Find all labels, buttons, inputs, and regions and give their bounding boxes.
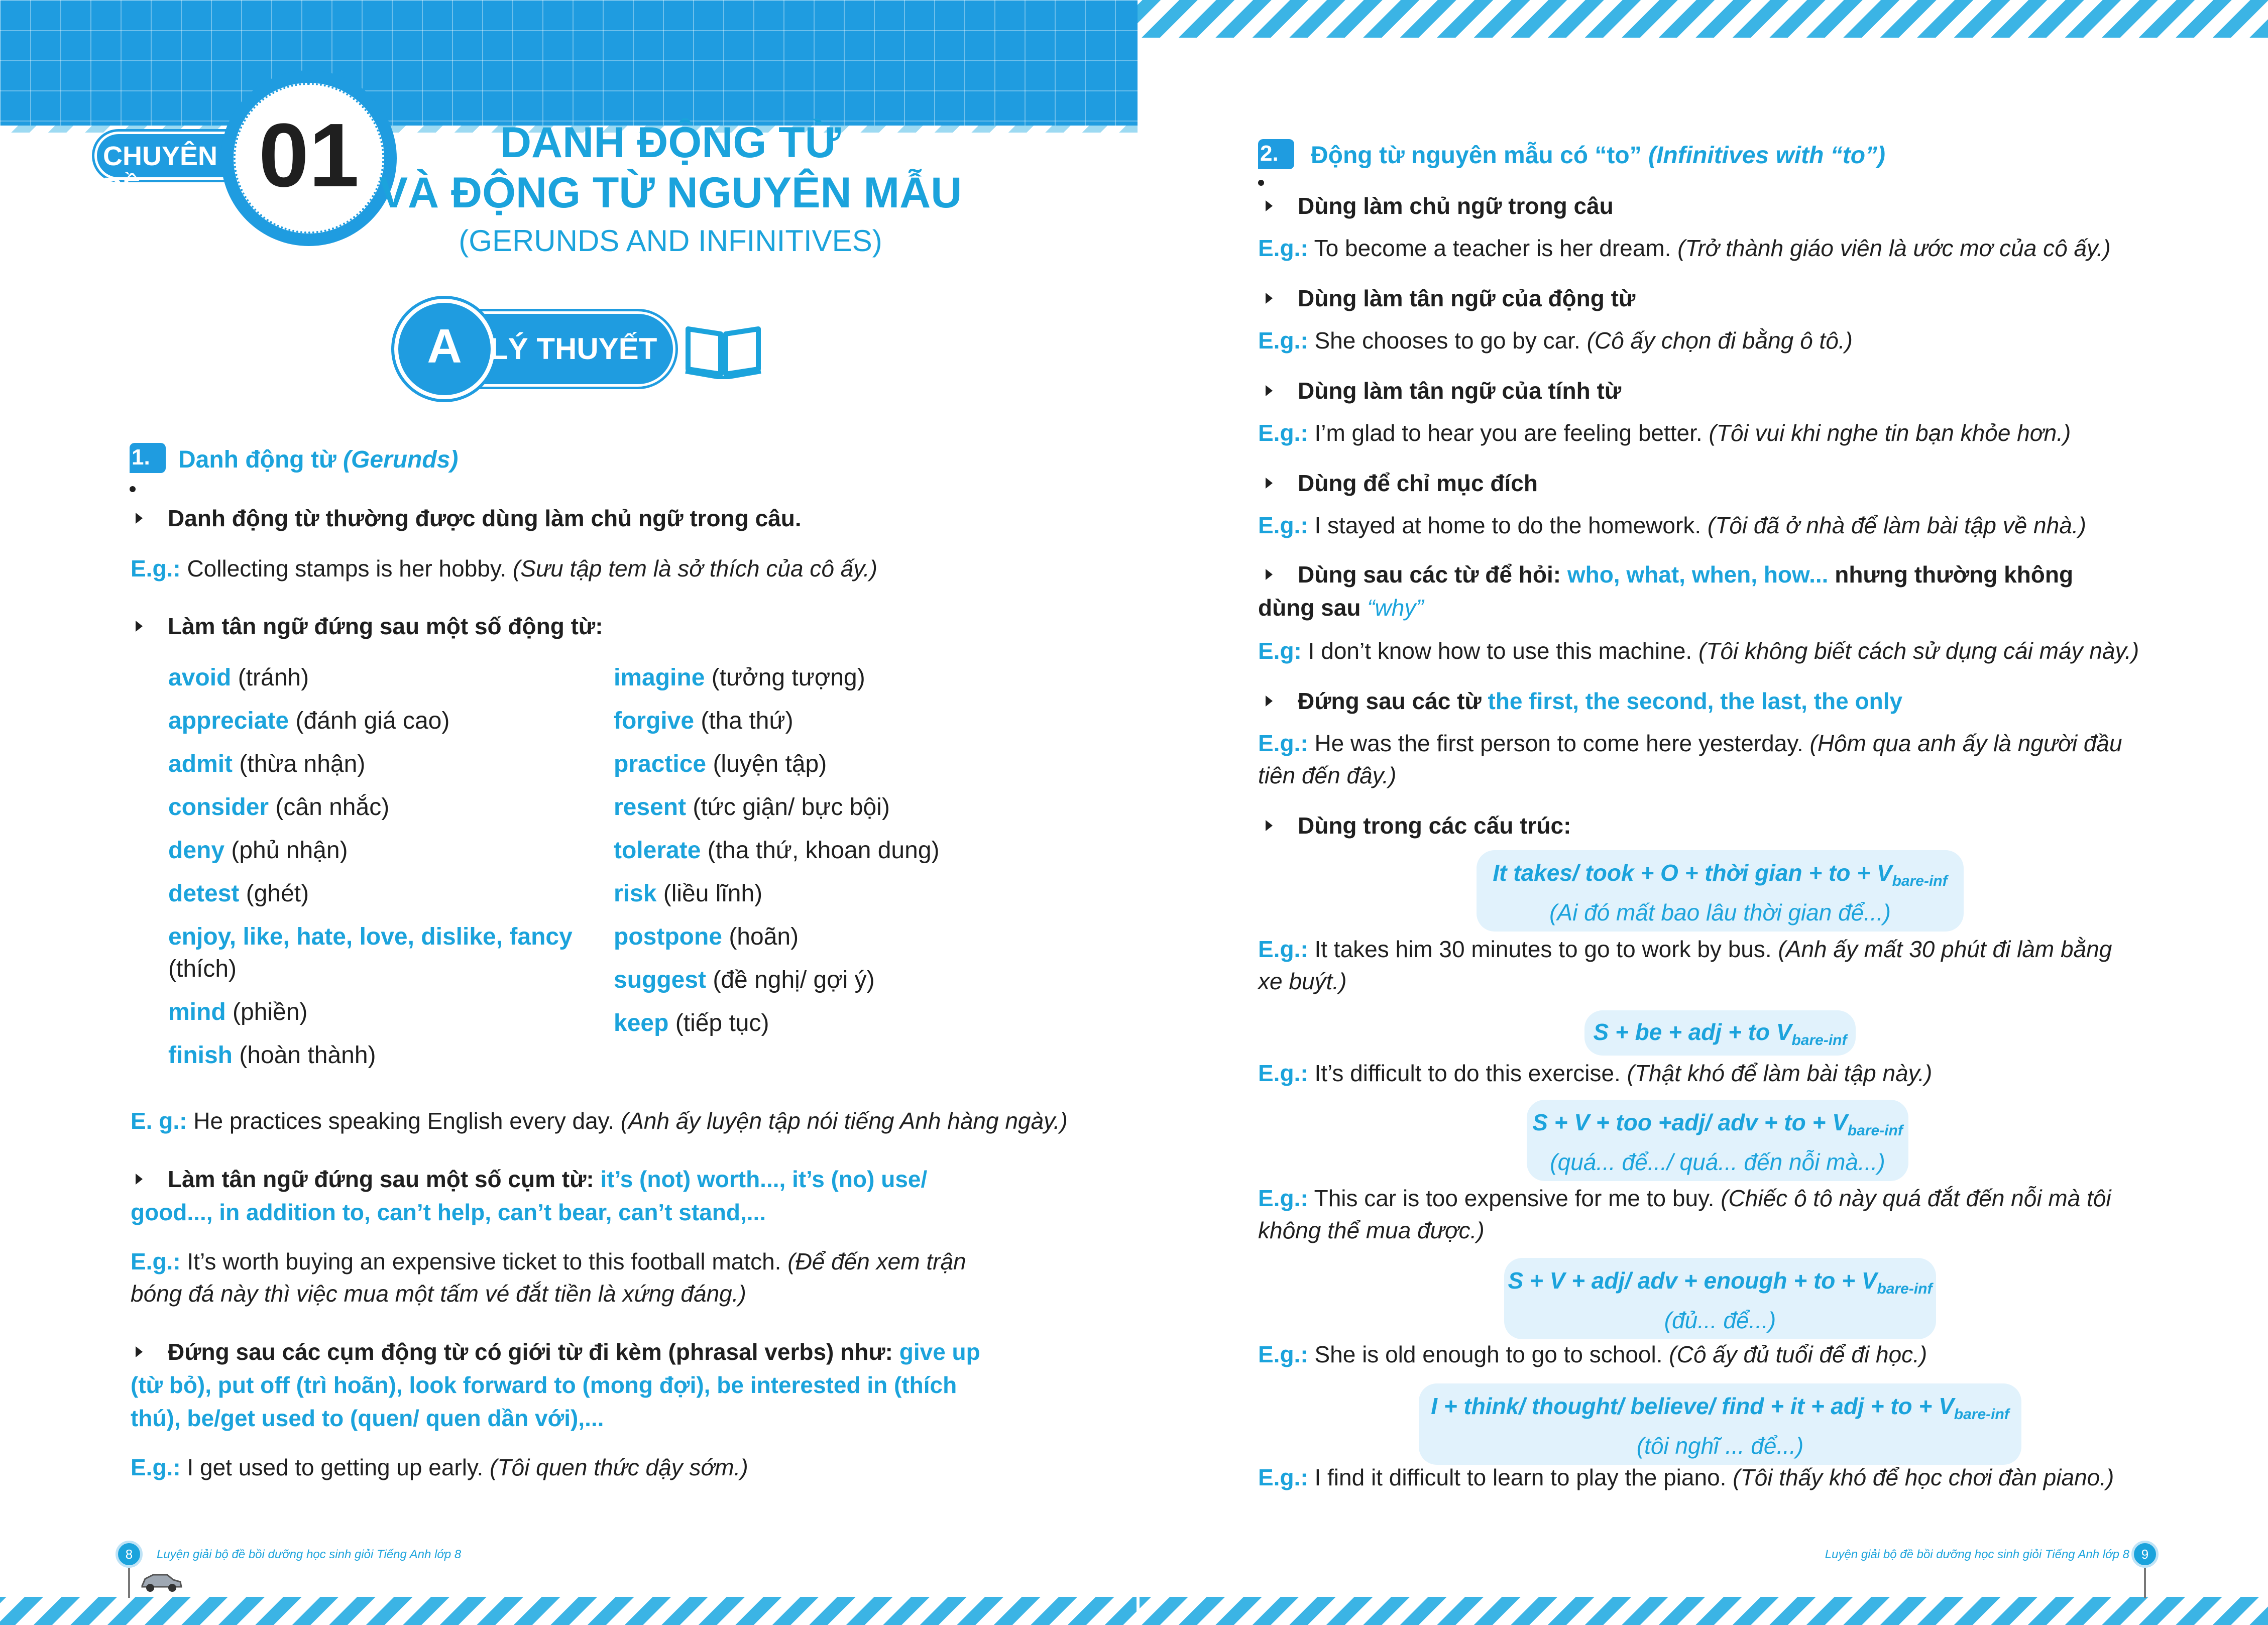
section-2-dot	[1258, 180, 1264, 186]
left-example-3-cont: bóng đá này thì việc mua một tấm vé đắt tiền là xứng đáng.)	[131, 1281, 746, 1307]
right-bullet-4: Dùng để chỉ mục đích	[1266, 467, 1538, 499]
arrow-bullet-icon	[1266, 695, 1273, 707]
arrow-bullet-icon	[136, 621, 143, 632]
arrow-bullet-icon	[136, 1174, 143, 1185]
verb-list-col1	[168, 662, 585, 1083]
verb-item: tolerate (tha thứ, khoan dung)	[614, 837, 940, 864]
formula-3-example-cont: không thể mua được.)	[1258, 1217, 1485, 1243]
right-bullet-6: Đứng sau các từ the first, the second, the last, the only	[1266, 685, 1902, 717]
verb-item: enjoy, like, hate, love, dislike, fancy (thích)	[168, 923, 573, 982]
formula-4-example: E.g.: She is old enough to go to school. (Cô ấy đủ tuổi để đi học.)	[1258, 1341, 1927, 1367]
page-divider	[1137, 1597, 1140, 1625]
left-bullet-4-line3: thú), be/get used to (quen/ quen dần với),...	[131, 1405, 604, 1431]
arrow-bullet-icon	[1266, 200, 1273, 211]
verb-list-col2	[614, 662, 1015, 1051]
left-example-1: E.g.: Collecting stamps is her hobby. (Sưu tập tem là sở thích của cô ấy.)	[131, 555, 877, 582]
left-example-2: E. g.: He practices speaking English every day. (Anh ấy luyện tập nói tiếng Anh hàng ngày.)	[131, 1108, 1068, 1134]
verb-item: keep (tiếp tục)	[614, 1010, 769, 1036]
page-title-line2: VÀ ĐỘNG TỪ NGUYÊN MẪU	[379, 169, 962, 217]
left-bullet-3: Làm tân ngữ đứng sau một số cụm từ: it’s (not) worth..., it’s (no) use/	[136, 1163, 1019, 1195]
section-2-number: 2.	[1260, 141, 1279, 166]
verb-item: appreciate (đánh giá cao)	[168, 708, 450, 734]
footer-stripes	[0, 1597, 2268, 1625]
verb-item: practice (luyện tập)	[614, 751, 827, 777]
left-example-3: E.g.: It’s worth buying an expensive ticket to this football match. (Để đến xem trận	[131, 1248, 966, 1274]
formula-1: It takes/ took + O + thời gian + to + $V_{bare-inf}$ (Ai đó mất bao lâu thời gian để...)	[1477, 850, 1964, 932]
arrow-bullet-icon	[136, 1346, 143, 1357]
left-bullet-4: Đứng sau các cụm động từ có giới từ đi kèm (phrasal verbs) như: give up	[136, 1336, 1019, 1368]
verb-item: risk (liều lĩnh)	[614, 880, 763, 907]
section-a-letter: A	[427, 319, 462, 373]
page-subtitle: (GERUNDS AND INFINITIVES)	[459, 224, 882, 258]
right-bullet-5-cont: dùng sau “why”	[1258, 595, 1424, 621]
verb-item: forgive (tha thứ)	[614, 708, 793, 734]
page-number-left-stem	[128, 1568, 130, 1598]
verb-item: avoid (tránh)	[168, 664, 309, 691]
verb-item: admit (thừa nhận)	[168, 751, 366, 777]
formula-2: S + be + adj + to $V_{bare-inf}$	[1584, 1010, 1856, 1056]
formula-5: I + think/ thought/ believe/ find + it + adj + to + $V_{bare-inf}$ (tôi nghĩ ... để...)	[1419, 1383, 2021, 1465]
arrow-bullet-icon	[1266, 569, 1273, 580]
right-example-6-cont: tiên đến đây.)	[1258, 762, 1397, 788]
verb-item: deny (phủ nhận)	[168, 837, 348, 864]
arrow-bullet-icon	[1266, 293, 1273, 304]
verb-item: finish (hoàn thành)	[168, 1042, 376, 1069]
left-bullet-1: Danh động từ thường được dùng làm chủ ngữ trong câu.	[136, 502, 802, 534]
page-number-left: 8	[116, 1541, 143, 1568]
verb-item: imagine (tưởng tượng)	[614, 664, 865, 691]
section-1-dot	[130, 486, 136, 492]
section-2-title: Động từ nguyên mẫu có “to” (Infinitives with “to”)	[1311, 142, 1886, 169]
car-icon	[138, 1571, 183, 1594]
right-example-4: E.g.: I stayed at home to do the homework. (Tôi đã ở nhà để làm bài tập về nhà.)	[1258, 512, 2086, 538]
right-header-stripes	[1138, 0, 2268, 38]
right-example-6: E.g.: He was the first person to come here yesterday. (Hôm qua anh ấy là người đầu	[1258, 730, 2122, 756]
footer-right: Luyện giải bộ đề bồi dưỡng học sinh giỏi Tiếng Anh lớp 8	[1825, 1548, 2129, 1561]
formula-1-example-cont: xe buýt.)	[1258, 968, 1347, 994]
section-1-title: Danh động từ (Gerunds)	[178, 446, 459, 473]
formula-1-example: E.g.: It takes him 30 minutes to go to work by bus. (Anh ấy mất 30 phút đi làm bằng	[1258, 936, 2112, 962]
footer-left: Luyện giải bộ đề bồi dưỡng học sinh giỏi Tiếng Anh lớp 8	[157, 1548, 462, 1561]
right-bullet-2: Dùng làm tân ngữ của động từ	[1266, 282, 1635, 314]
page-title-line1: DANH ĐỘNG TỪ	[500, 119, 841, 167]
verb-item: consider (cân nhắc)	[168, 794, 390, 821]
formula-5-example: E.g.: I find it difficult to learn to play the piano. (Tôi thấy khó để học chơi đàn piano.)	[1258, 1464, 2114, 1490]
right-example-3: E.g.: I’m glad to hear you are feeling better. (Tôi vui khi nghe tin bạn khỏe hơn.)	[1258, 420, 2071, 446]
arrow-bullet-icon	[1266, 385, 1273, 396]
arrow-bullet-icon	[1266, 478, 1273, 489]
right-bullet-3: Dùng làm tân ngữ của tính từ	[1266, 375, 1621, 407]
left-example-4: E.g.: I get used to getting up early. (Tôi quen thức dậy sớm.)	[131, 1454, 748, 1480]
left-bullet-3-cont: good..., in addition to, can’t help, can’t bear, can’t stand,...	[131, 1199, 766, 1225]
right-example-1: E.g.: To become a teacher is her dream. (Trở thành giáo viên là ước mơ của cô ấy.)	[1258, 235, 2111, 261]
verb-item: detest (ghét)	[168, 880, 309, 907]
formula-3: S + V + too +adj/ adv + to + $V_{bare-inf}$ (quá... để.../ quá... đến nỗi mà...)	[1527, 1100, 1908, 1181]
book-icon	[683, 319, 763, 379]
formula-2-example: E.g.: It’s difficult to do this exercise. (Thật khó để làm bài tập này.)	[1258, 1060, 1933, 1086]
formula-3-example: E.g.: This car is too expensive for me to buy. (Chiếc ô tô này quá đắt đến nỗi mà tôi	[1258, 1185, 2111, 1211]
formula-4: S + V + adj/ adv + enough + to + $V_{bare-inf}$ (đủ... để...)	[1504, 1258, 1936, 1339]
verb-item: suggest (đề nghị/ gợi ý)	[614, 967, 875, 993]
verb-item: mind (phiền)	[168, 999, 308, 1025]
right-bullet-1: Dùng làm chủ ngữ trong câu	[1266, 190, 1614, 222]
left-bullet-2: Làm tân ngữ đứng sau một số động từ:	[136, 610, 603, 642]
arrow-bullet-icon	[1266, 820, 1273, 831]
chapter-badge-label: CHUYÊN ĐỀ	[103, 141, 218, 202]
verb-item: postpone (hoãn)	[614, 923, 799, 950]
right-bullet-7: Dùng trong các cấu trúc:	[1266, 809, 1571, 842]
section-1-number: 1.	[132, 445, 150, 470]
verb-item: resent (tức giận/ bực bội)	[614, 794, 890, 821]
page-number-right: 9	[2131, 1541, 2159, 1568]
section-a-label: LÝ THUYẾT	[490, 332, 657, 366]
right-example-2: E.g.: She chooses to go by car. (Cô ấy chọn đi bằng ô tô.)	[1258, 327, 1853, 354]
chapter-number: 01	[258, 105, 360, 206]
arrow-bullet-icon	[136, 513, 143, 524]
left-bullet-4-line2: (từ bỏ), put off (trì hoãn), look forward to (mong đợi), be interested in (thích	[131, 1372, 957, 1398]
right-bullet-5: Dùng sau các từ để hỏi: who, what, when, how... nhưng thường không	[1266, 558, 2149, 591]
page-number-right-stem	[2144, 1568, 2146, 1598]
right-example-5: E.g: I don’t know how to use this machine. (Tôi không biết cách sử dụng cái máy này.)	[1258, 638, 2139, 664]
left-header-grid	[0, 0, 1138, 126]
